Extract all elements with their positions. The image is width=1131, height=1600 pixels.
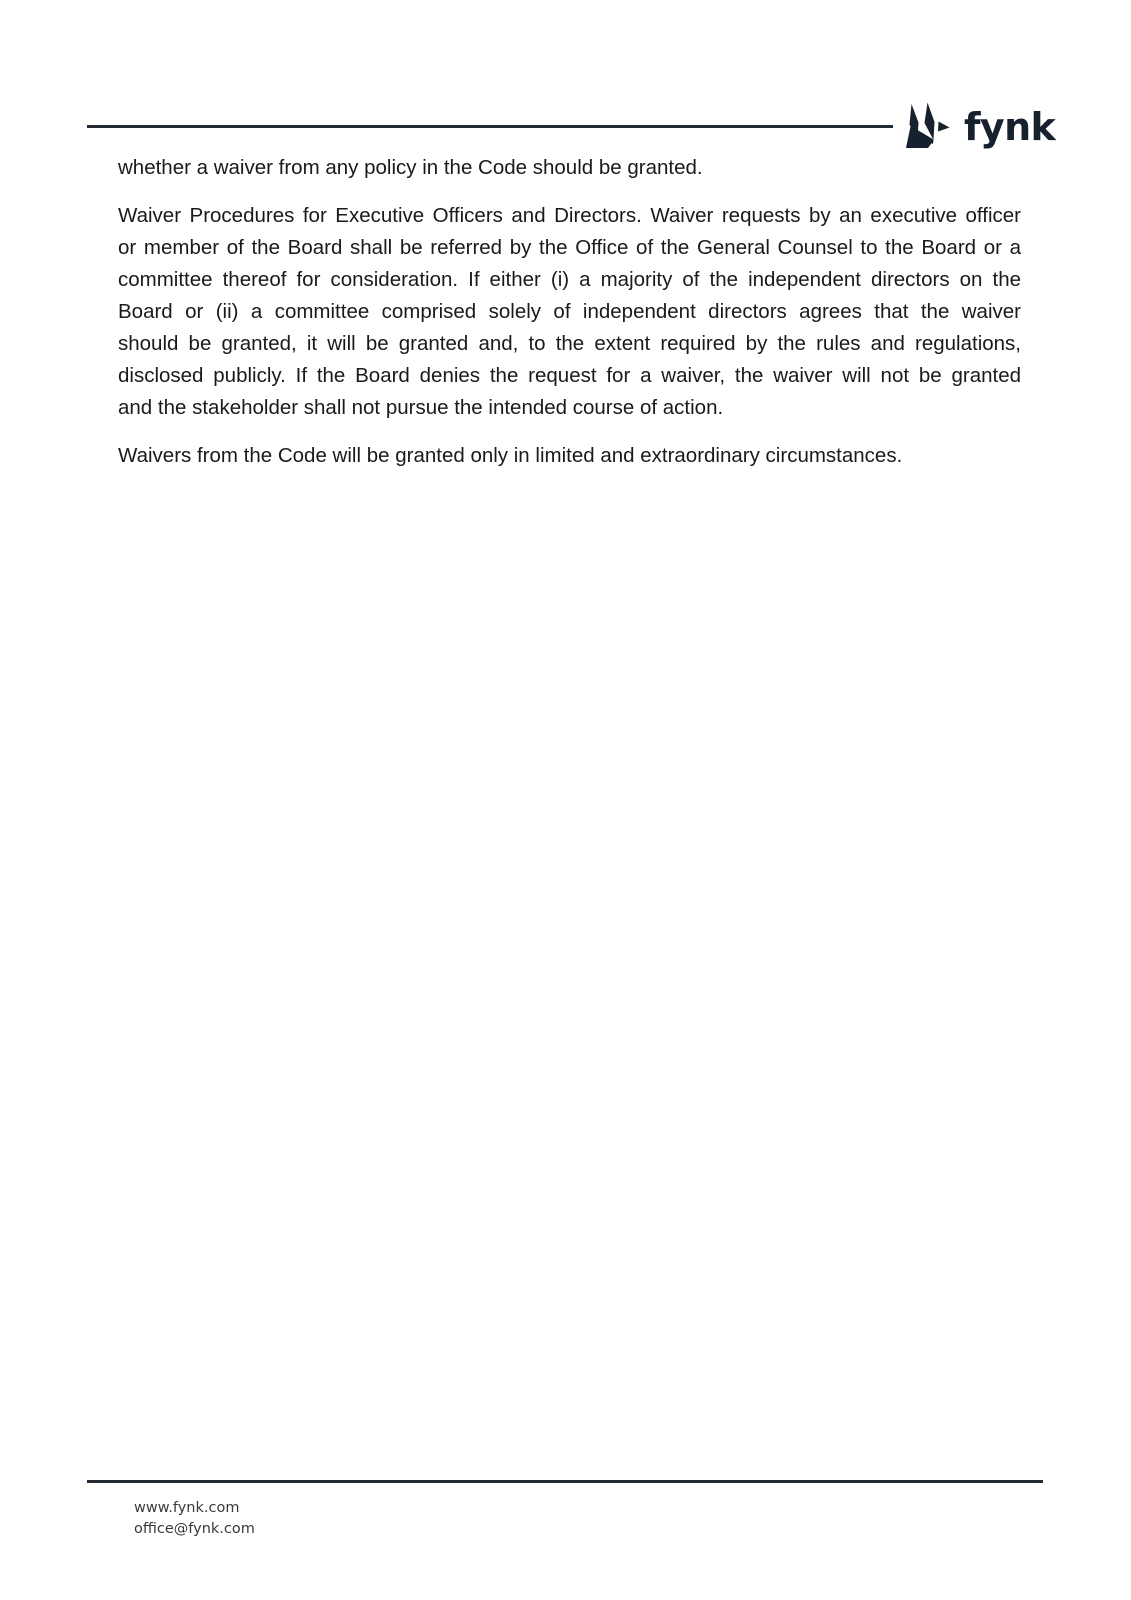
- brand-wordmark: fynk: [964, 105, 1056, 149]
- paragraph-limited-circumstances: Waivers from the Code will be granted only in limited and extraordinary circumstances.: [118, 444, 903, 467]
- header-divider: [87, 125, 893, 128]
- paragraph-continued-sentence: whether a waiver from any policy in the Code should be granted.: [118, 156, 703, 179]
- footer-email[interactable]: office@fynk.com: [134, 1521, 255, 1537]
- footer-website[interactable]: www.fynk.com: [134, 1500, 240, 1516]
- paragraph-line: or member of the Board shall be referred by the Office of the General Counsel to the Board or a: [118, 236, 1021, 259]
- paragraph-line: and the stakeholder shall not pursue the intended course of action.: [118, 396, 724, 419]
- paragraph-waiver-procedures: [118, 200, 1021, 424]
- paragraph-line: disclosed publicly. If the Board denies the request for a waiver, the waiver will not be granted: [118, 364, 1021, 387]
- footer-contact: [134, 1498, 255, 1540]
- footer-divider: [87, 1480, 1043, 1483]
- paragraph-line: Waiver Procedures for Executive Officers and Directors. Waiver requests by an executive officer: [118, 204, 1021, 227]
- paragraph-line: committee thereof for consideration. If either (i) a majority of the independent directors on the: [118, 268, 1021, 291]
- paragraph-line: should be granted, it will be granted and, to the extent required by the rules and regulations,: [118, 332, 1021, 355]
- paragraph-line: Board or (ii) a committee comprised solely of independent directors agrees that the waiver: [118, 300, 1021, 323]
- fynk-origami-bird-icon: [897, 100, 955, 152]
- document-body: [118, 152, 1021, 472]
- brand-lockup: [897, 98, 1055, 154]
- page-header: [0, 0, 1131, 160]
